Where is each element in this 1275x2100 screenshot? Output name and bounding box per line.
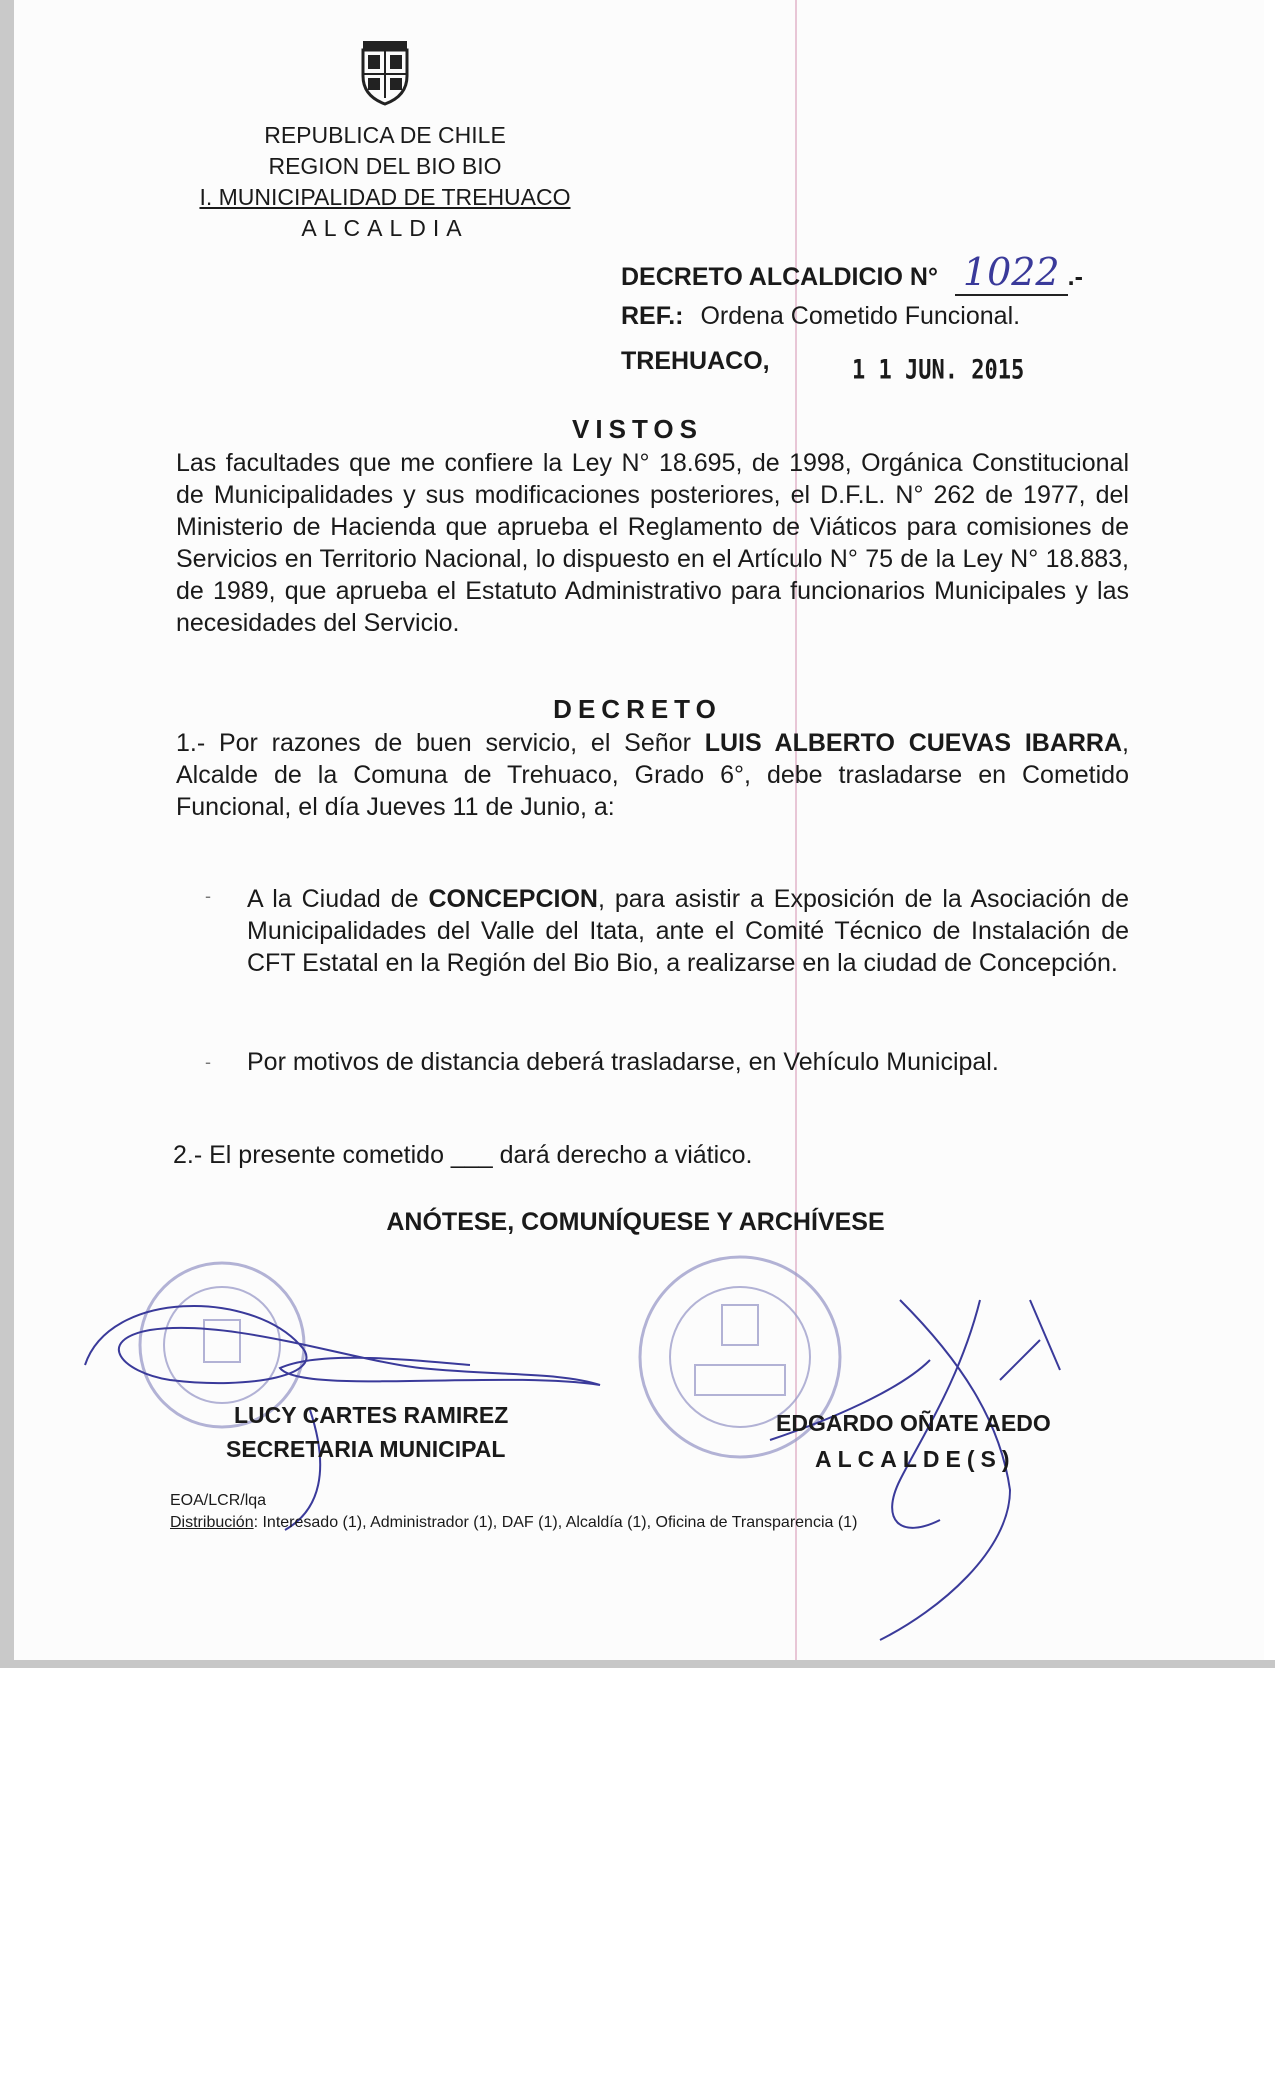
left-signer-name: LUCY CARTES RAMIREZ bbox=[234, 1402, 509, 1428]
right-signer-role: ALCALDE(S) bbox=[815, 1446, 1016, 1472]
date-stamp: 1 1 JUN. 2015 bbox=[852, 355, 1025, 386]
header-office: ALCALDIA bbox=[301, 215, 469, 241]
initials: EOA/LCR/lqa bbox=[170, 1492, 267, 1509]
place-label: TREHUACO, bbox=[621, 347, 770, 375]
transport-bullet: Por motivos de distancia deberá trasladarse, en Vehículo Municipal. bbox=[247, 1048, 999, 1076]
bullet-marker-1: - bbox=[205, 886, 211, 906]
item1-text-a: 1.- Por razones de buen servicio, el Señor bbox=[176, 729, 705, 757]
destination-city: CONCEPCION bbox=[428, 885, 598, 913]
decreto-item-2: 2.- El presente cometido ___ dará derecho a viático. bbox=[173, 1141, 753, 1169]
bullet-marker-2: - bbox=[205, 1052, 211, 1072]
right-signer-name: EDGARDO OÑATE AEDO bbox=[776, 1410, 1051, 1436]
decree-number-line: DECRETO ALCALDICIO N° 1022 .- bbox=[621, 250, 1083, 294]
decree-label: DECRETO ALCALDICIO N° bbox=[621, 263, 938, 291]
bullet1-text-b: , para asistir a Exposición de la Asociación de Municipalidades del Valle del Itata, ante el Comité Técnico de Instalación de CFT Estatal en la Región del Bio Bio, a realizarse en la ciudad de Concepción. bbox=[247, 885, 1129, 977]
distribution-line bbox=[170, 1514, 857, 1532]
left-signer-role: SECRETARIA MUNICIPAL bbox=[226, 1436, 506, 1462]
distribution-label: Distribución bbox=[170, 1514, 254, 1531]
header-country: REPUBLICA DE CHILE bbox=[264, 122, 506, 148]
bullet1-text-a: A la Ciudad de bbox=[247, 885, 429, 913]
distribution-list: : Interesado (1), Administrador (1), DAF (1), Alcaldía (1), Oficina de Transparencia (1) bbox=[253, 1514, 858, 1531]
mayor-name: LUIS ALBERTO CUEVAS IBARRA bbox=[704, 729, 1123, 757]
decree-number: 1022 bbox=[955, 250, 1068, 296]
header-region: REGION DEL BIO BIO bbox=[268, 153, 502, 179]
closing-formula: ANÓTESE, COMUNÍQUESE Y ARCHÍVESE bbox=[386, 1208, 885, 1236]
header-municipality: I. MUNICIPALIDAD DE TREHUACO bbox=[199, 184, 571, 210]
vistos-paragraph: Las facultades que me confiere la Ley N° 18.695, de 1998, Orgánica Constitucional de Municipalidades y sus modificaciones posteriores, el D.F.L. N° 262 de 1977, del Ministerio de Hacienda que aprueba el Reglamento de Viáticos para comisiones de Servicios en Territorio Nacional, lo dispuesto en el Artículo N° 75 de la Ley N° 18.883, de 1989, que aprueba el Estatuto Administrativo para funcionarios Municipales y las necesidades del Servicio. bbox=[176, 449, 1129, 637]
item1-text-b: , Alcalde de la Comuna de Trehuaco, Grado 6°, debe trasladarse en Cometido Funcional, el día Jueves 11 de Junio, a: bbox=[176, 729, 1129, 821]
ref-label: REF.: bbox=[621, 302, 684, 330]
ref-text: Ordena Cometido Funcional. bbox=[700, 302, 1021, 330]
vistos-title: VISTOS bbox=[572, 414, 703, 444]
decreto-title: DECRETO bbox=[553, 694, 722, 724]
